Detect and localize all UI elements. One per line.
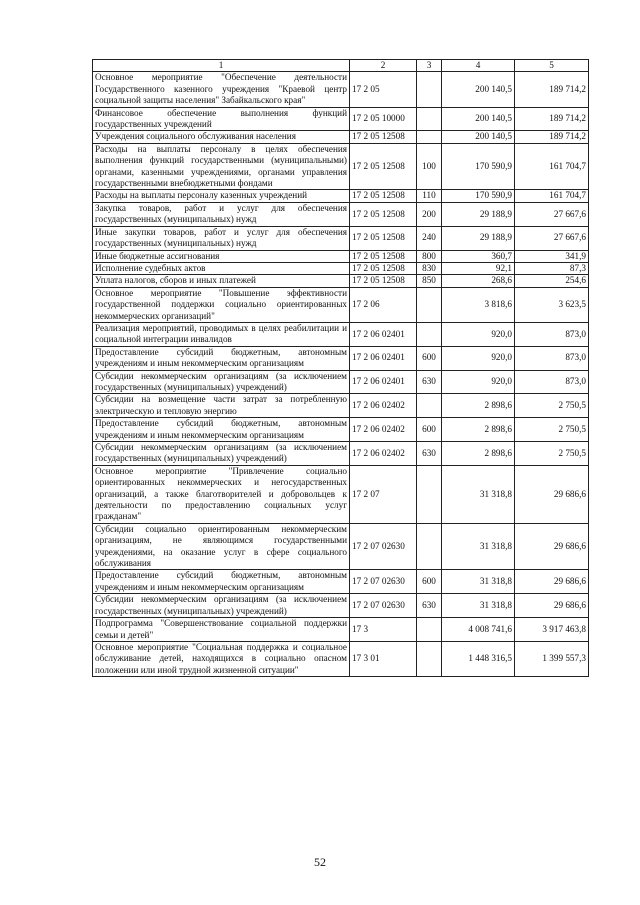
target-code-cell: 17 2 06 02402: [350, 418, 417, 442]
target-code-cell: 17 2 06: [350, 287, 417, 322]
item-name-cell: Иные закупки товаров, работ и услуг для обеспечения государственных (муниципальных) нужд: [93, 226, 350, 250]
amount-col4-cell: 360,7: [442, 250, 515, 262]
item-name-cell: Расходы на выплаты персоналу казенных учреждений: [93, 190, 350, 202]
table-row: [93, 570, 589, 594]
amount-col5-cell: 27 667,6: [515, 226, 589, 250]
expense-type-cell: [417, 523, 442, 570]
table-row: [93, 523, 589, 570]
amount-col5-cell: 3 623,5: [515, 287, 589, 322]
table-row: [93, 465, 589, 523]
table-row: [93, 275, 589, 287]
amount-col5-cell: 3 917 463,8: [515, 618, 589, 642]
table-row: [93, 442, 589, 466]
table-row: [93, 370, 589, 394]
item-name-cell: Предоставление субсидий бюджетным, автономным учреждениям и иным некоммерческим организациям: [93, 418, 350, 442]
amount-col5-cell: 2 750,5: [515, 442, 589, 466]
amount-col4-cell: 200 140,5: [442, 107, 515, 131]
target-code-cell: 17 2 06 02401: [350, 346, 417, 370]
amount-col5-cell: 161 704,7: [515, 143, 589, 190]
table-row: [93, 107, 589, 131]
target-code-cell: 17 2 06 02402: [350, 394, 417, 418]
expense-type-cell: [417, 131, 442, 143]
expense-type-cell: [417, 465, 442, 523]
table-row: [93, 72, 589, 107]
expense-type-cell: 630: [417, 370, 442, 394]
target-code-cell: 17 2 05 12508: [350, 226, 417, 250]
item-name-cell: Субсидии некоммерческим организациям (за исключением государственных (муниципальных) учреждений): [93, 594, 350, 618]
target-code-cell: 17 2 06 02402: [350, 442, 417, 466]
item-name-cell: Уплата налогов, сборов и иных платежей: [93, 275, 350, 287]
table-row: [93, 394, 589, 418]
amount-col5-cell: 341,9: [515, 250, 589, 262]
table-row: [93, 143, 589, 190]
expense-type-cell: [417, 641, 442, 676]
target-code-cell: 17 2 05 10000: [350, 107, 417, 131]
target-code-cell: 17 3: [350, 618, 417, 642]
amount-col4-cell: 920,0: [442, 370, 515, 394]
table-row: [93, 131, 589, 143]
item-name-cell: Основное мероприятие "Обеспечение деятельности Государственного казенного учреждения "Краевой центр социальной защиты населения" Забайкальского края": [93, 72, 350, 107]
expense-type-cell: [417, 322, 442, 346]
target-code-cell: 17 3 01: [350, 641, 417, 676]
budget-table: [92, 59, 589, 677]
amount-col4-cell: 31 318,8: [442, 570, 515, 594]
amount-col4-cell: 920,0: [442, 346, 515, 370]
item-name-cell: Предоставление субсидий бюджетным, автономным учреждениям и иным некоммерческим организациям: [93, 570, 350, 594]
item-name-cell: Субсидии социально ориентированным некоммерческим организациям, не являющимся государственными учреждениями, на оказание услуг в сфере социального обслуживания: [93, 523, 350, 570]
table-row: [93, 226, 589, 250]
table-row: [93, 618, 589, 642]
expense-type-cell: [417, 107, 442, 131]
amount-col4-cell: 170 590,9: [442, 190, 515, 202]
item-name-cell: Учреждения социального обслуживания населения: [93, 131, 350, 143]
table-row: [93, 346, 589, 370]
amount-col4-cell: 200 140,5: [442, 72, 515, 107]
table-row: [93, 418, 589, 442]
item-name-cell: Исполнение судебных актов: [93, 262, 350, 274]
amount-col4-cell: 2 898,6: [442, 442, 515, 466]
expense-type-cell: [417, 287, 442, 322]
column-header: 2: [350, 60, 417, 72]
expense-type-cell: 600: [417, 346, 442, 370]
item-name-cell: Финансовое обеспечение выполнения функций государственных учреждений: [93, 107, 350, 131]
amount-col5-cell: 189 714,2: [515, 72, 589, 107]
amount-col5-cell: 87,3: [515, 262, 589, 274]
amount-col4-cell: 31 318,8: [442, 594, 515, 618]
item-name-cell: Подпрограмма "Совершенствование социальной поддержки семьи и детей": [93, 618, 350, 642]
amount-col5-cell: 27 667,6: [515, 202, 589, 226]
amount-col4-cell: 4 008 741,6: [442, 618, 515, 642]
amount-col4-cell: 29 188,9: [442, 202, 515, 226]
target-code-cell: 17 2 05 12508: [350, 190, 417, 202]
item-name-cell: Субсидии на возмещение части затрат за потребленную электрическую и тепловую энергию: [93, 394, 350, 418]
amount-col4-cell: 31 318,8: [442, 465, 515, 523]
target-code-cell: 17 2 05: [350, 72, 417, 107]
expense-type-cell: 240: [417, 226, 442, 250]
expense-type-cell: 830: [417, 262, 442, 274]
target-code-cell: 17 2 05 12508: [350, 250, 417, 262]
item-name-cell: Основное мероприятие "Социальная поддержка и социальное обслуживание детей, находящихся в социально опасном положении или иной трудной жизненной ситуации": [93, 641, 350, 676]
amount-col4-cell: 920,0: [442, 322, 515, 346]
column-header: 5: [515, 60, 589, 72]
table-row: [93, 262, 589, 274]
item-name-cell: Субсидии некоммерческим организациям (за исключением государственных (муниципальных) учреждений): [93, 442, 350, 466]
amount-col4-cell: 2 898,6: [442, 418, 515, 442]
table-row: [93, 594, 589, 618]
target-code-cell: 17 2 07: [350, 465, 417, 523]
item-name-cell: Основное мероприятие "Повышение эффективности государственной поддержки социально ориентированных некоммерческих организаций": [93, 287, 350, 322]
table-row: [93, 322, 589, 346]
column-header: 1: [93, 60, 350, 72]
amount-col5-cell: 1 399 557,3: [515, 641, 589, 676]
amount-col4-cell: 268,6: [442, 275, 515, 287]
amount-col5-cell: 29 686,6: [515, 523, 589, 570]
amount-col5-cell: 2 750,5: [515, 418, 589, 442]
amount-col5-cell: 873,0: [515, 370, 589, 394]
expense-type-cell: 100: [417, 143, 442, 190]
item-name-cell: Субсидии некоммерческим организациям (за исключением государственных (муниципальных) учреждений): [93, 370, 350, 394]
amount-col5-cell: 29 686,6: [515, 465, 589, 523]
target-code-cell: 17 2 05 12508: [350, 275, 417, 287]
table-row: [93, 287, 589, 322]
page-number: 52: [314, 855, 326, 869]
table-row: [93, 250, 589, 262]
table-row: [93, 641, 589, 676]
expense-type-cell: 850: [417, 275, 442, 287]
amount-col5-cell: 2 750,5: [515, 394, 589, 418]
amount-col4-cell: 200 140,5: [442, 131, 515, 143]
target-code-cell: 17 2 07 02630: [350, 523, 417, 570]
table-header-row: [93, 60, 589, 72]
amount-col5-cell: 189 714,2: [515, 131, 589, 143]
target-code-cell: 17 2 05 12508: [350, 131, 417, 143]
column-header: 3: [417, 60, 442, 72]
expense-type-cell: 200: [417, 202, 442, 226]
expense-type-cell: [417, 72, 442, 107]
expense-type-cell: 630: [417, 594, 442, 618]
item-name-cell: Основное мероприятие "Привлечение социально ориентированных некоммерческих и негосударственных организаций, а также благотворителей и добровольцев к деятельности по предоставлению социальных услуг гражданам": [93, 465, 350, 523]
table-row: [93, 190, 589, 202]
amount-col5-cell: 161 704,7: [515, 190, 589, 202]
column-header: 4: [442, 60, 515, 72]
item-name-cell: Закупка товаров, работ и услуг для обеспечения государственных (муниципальных) нужд: [93, 202, 350, 226]
amount-col4-cell: 2 898,6: [442, 394, 515, 418]
target-code-cell: 17 2 07 02630: [350, 570, 417, 594]
expense-type-cell: 800: [417, 250, 442, 262]
target-code-cell: 17 2 06 02401: [350, 370, 417, 394]
item-name-cell: Расходы на выплаты персоналу в целях обеспечения выполнения функций государственными (муниципальными) органами, казенными учреждениями, органами управления государственными внебюджетными фондами: [93, 143, 350, 190]
item-name-cell: Иные бюджетные ассигнования: [93, 250, 350, 262]
item-name-cell: Предоставление субсидий бюджетным, автономным учреждениям и иным некоммерческим организациям: [93, 346, 350, 370]
amount-col4-cell: 1 448 316,5: [442, 641, 515, 676]
expense-type-cell: 600: [417, 570, 442, 594]
expense-type-cell: [417, 618, 442, 642]
expense-type-cell: 630: [417, 442, 442, 466]
table-row: [93, 202, 589, 226]
expense-type-cell: [417, 394, 442, 418]
amount-col5-cell: 29 686,6: [515, 594, 589, 618]
amount-col5-cell: 29 686,6: [515, 570, 589, 594]
amount-col5-cell: 189 714,2: [515, 107, 589, 131]
amount-col4-cell: 3 818,6: [442, 287, 515, 322]
expense-type-cell: 600: [417, 418, 442, 442]
amount-col5-cell: 873,0: [515, 322, 589, 346]
item-name-cell: Реализация мероприятий, проводимых в целях реабилитации и социальной интеграции инвалидов: [93, 322, 350, 346]
target-code-cell: 17 2 05 12508: [350, 143, 417, 190]
target-code-cell: 17 2 07 02630: [350, 594, 417, 618]
amount-col4-cell: 29 188,9: [442, 226, 515, 250]
amount-col4-cell: 31 318,8: [442, 523, 515, 570]
amount-col4-cell: 92,1: [442, 262, 515, 274]
amount-col5-cell: 873,0: [515, 346, 589, 370]
target-code-cell: 17 2 05 12508: [350, 202, 417, 226]
amount-col4-cell: 170 590,9: [442, 143, 515, 190]
expense-type-cell: 110: [417, 190, 442, 202]
target-code-cell: 17 2 06 02401: [350, 322, 417, 346]
target-code-cell: 17 2 05 12508: [350, 262, 417, 274]
amount-col5-cell: 254,6: [515, 275, 589, 287]
table-body: [93, 72, 589, 677]
